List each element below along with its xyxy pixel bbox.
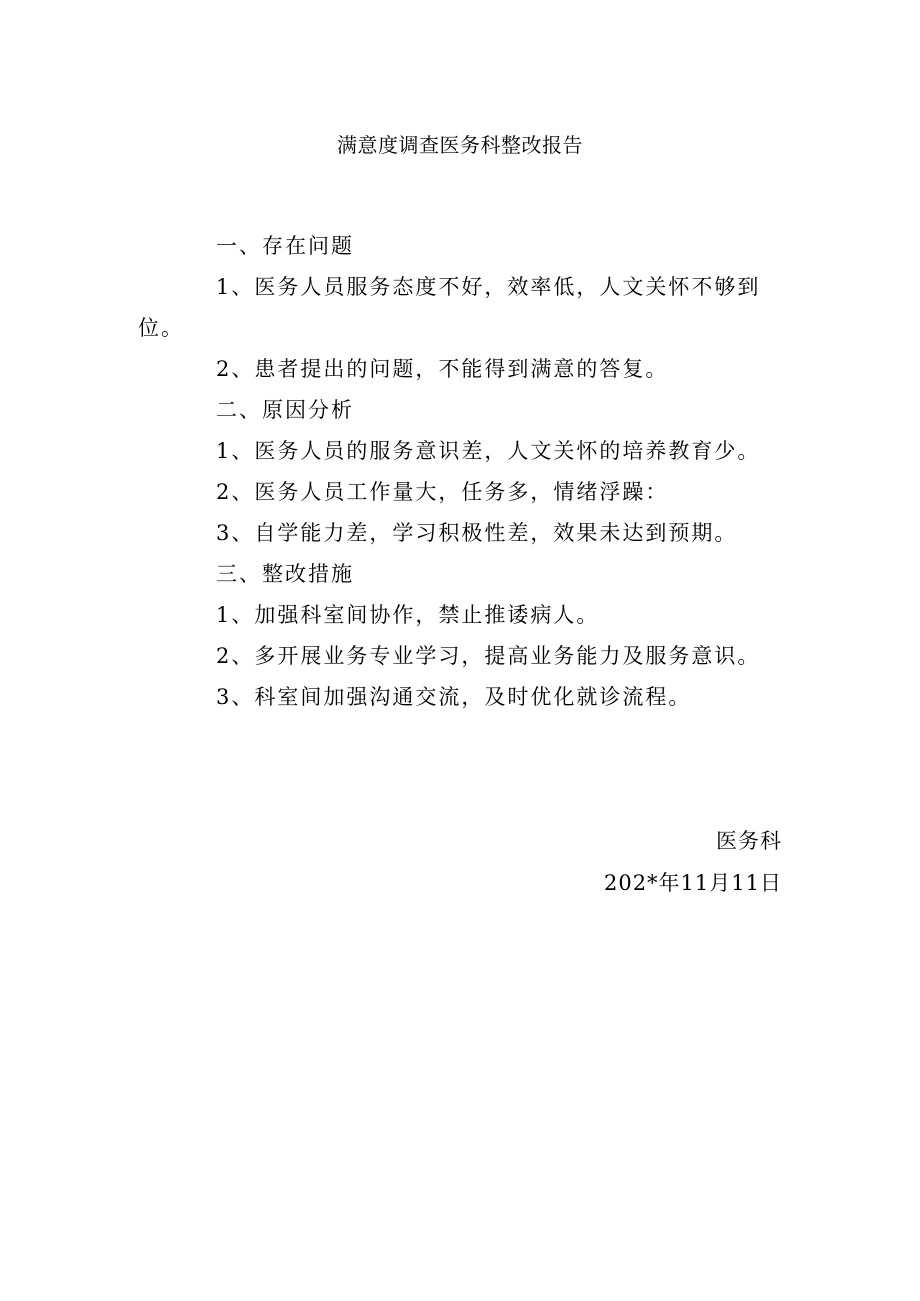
measure-item-2: 2、多开展业务专业学习，提高业务能力及服务意识。 bbox=[216, 644, 761, 668]
signature-date: 202*年11月11日 bbox=[603, 871, 782, 895]
section-heading-problems: 一、存在问题 bbox=[216, 234, 354, 258]
problem-item-1: 1、医务人员服务态度不好，效率低，人文关怀不够到位。 bbox=[138, 275, 761, 340]
document-body bbox=[138, 226, 768, 718]
cause-item-2: 2、医务人员工作量大，任务多，情绪浮躁： bbox=[216, 480, 669, 504]
section-heading-measures: 三、整改措施 bbox=[216, 562, 354, 586]
cause-item-1: 1、医务人员的服务意识差，人文关怀的培养教育少。 bbox=[216, 439, 761, 463]
signature-department: 医务科 bbox=[716, 829, 782, 853]
signature-block bbox=[604, 820, 782, 904]
document-title: 满意度调查医务科整改报告 bbox=[337, 133, 583, 157]
section-heading-causes: 二、原因分析 bbox=[216, 398, 354, 422]
measure-item-1: 1、加强科室间协作，禁止推诿病人。 bbox=[216, 603, 600, 627]
measure-item-3: 3、科室间加强沟通交流，及时优化就诊流程。 bbox=[216, 685, 692, 709]
problem-item-2: 2、患者提出的问题，不能得到满意的答复。 bbox=[216, 357, 669, 381]
cause-item-3: 3、自学能力差，学习积极性差，效果未达到预期。 bbox=[216, 521, 738, 545]
